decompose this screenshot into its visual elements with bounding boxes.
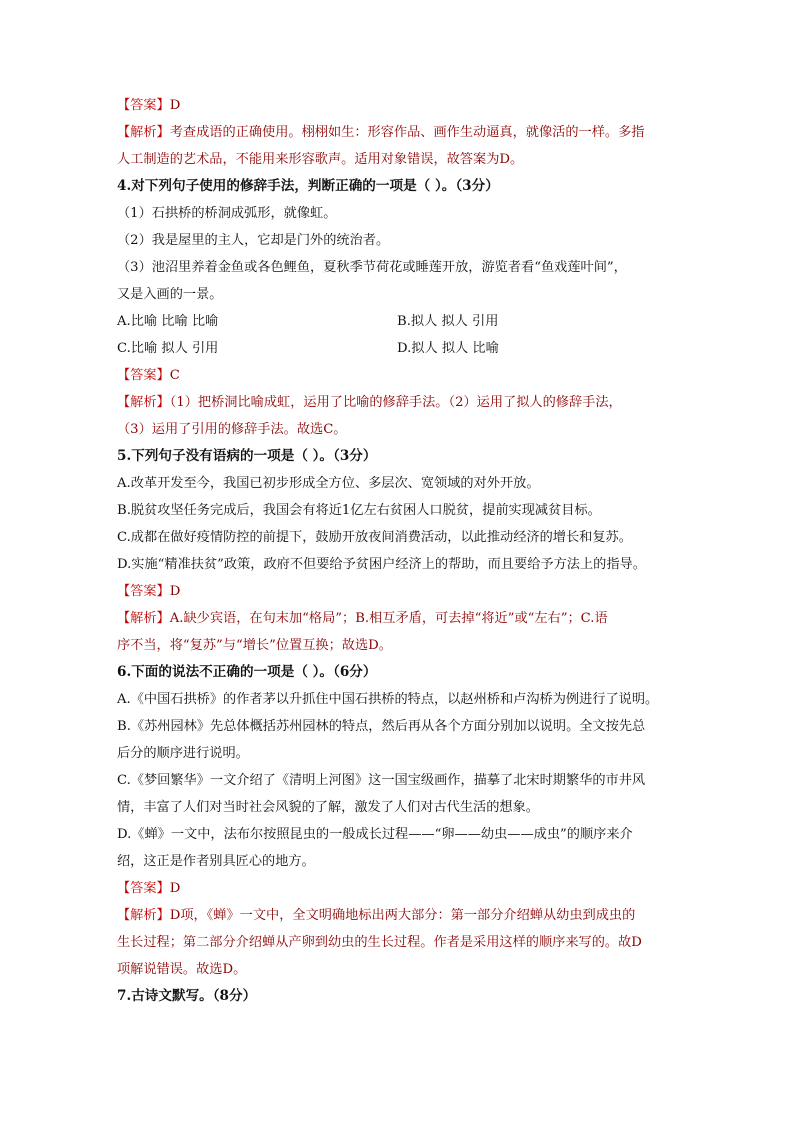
document-content — [117, 92, 687, 1010]
explanation-tag: 【解析】 — [117, 908, 170, 923]
answer-line — [117, 578, 687, 605]
explanation-text: D项，《蝉》一文中，全文明确地标出两大部分：第一部分介绍蝉从幼虫到成虫的 — [169, 908, 636, 923]
answer-tag: 【答案】 — [117, 881, 170, 896]
answer-value: D — [169, 584, 181, 599]
option-a: A.比喻 比喻 比喻 — [117, 314, 219, 329]
explanation-line — [117, 929, 687, 956]
question-5-option-b: B.脱贫攻坚任务完成后，我国会有将近1亿左右贫困人口脱贫，提前实现减贫目标。 — [117, 503, 601, 518]
explanation-line — [117, 146, 687, 173]
option-b: B.拟人 拟人 引用 — [397, 314, 499, 329]
answer-tag: 【答案】 — [117, 584, 170, 599]
question-5-option-c: C.成都在做好疫情防控的前提下，鼓励开放夜间消费活动，以此推动经济的增长和复苏。 — [117, 530, 632, 545]
explanation-text: 序不当，将“复苏”与“增长”位置互换；故选D。 — [117, 638, 392, 653]
answer-line — [117, 875, 687, 902]
question-5-title: 5.下列句子没有语病的一项是（ ）。（3分） — [117, 448, 377, 464]
question-5-option-a: A.改革开发至今，我国已初步形成全方位、多层次、宽领域的对外开放。 — [117, 476, 540, 491]
question-4-sentence-3: （3）池沼里养着金鱼或各色鲤鱼，夏秋季节荷花或睡莲开放，游览者看“鱼戏莲叶间”， — [117, 260, 627, 275]
question-6-option-a: A.《中国石拱桥》的作者茅以升抓住中国石拱桥的特点，以赵州桥和卢沟桥为例进行了说明。 — [117, 692, 659, 707]
option-d: D.拟人 拟人 比喻 — [397, 341, 499, 356]
question-6-option-c-cont: 情，丰富了人们对当时社会风貌的了解，激发了人们对古代生活的想象。 — [117, 800, 539, 815]
question-4-sentence-2: （2）我是屋里的主人，它却是门外的统治者。 — [117, 233, 390, 248]
question-4-sentence-1: （1）石拱桥的桥洞成弧形，就像虹。 — [117, 206, 337, 221]
answer-value: D — [169, 98, 181, 113]
explanation-text: （1）把桥洞比喻成虹，运用了比喻的修辞手法。（2）运用了拟人的修辞手法， — [169, 395, 622, 410]
explanation-text: 考查成语的正确使用。栩栩如生：形容作品、画作生动逼真，就像活的一样。多指 — [169, 125, 645, 140]
question-6-title: 6.下面的说法不正确的一项是（ ）。（6分） — [117, 664, 377, 680]
question-6-option-d: D.《蝉》一文中，法布尔按照昆虫的一般成长过程——“卵——幼虫——成虫”的顺序来介 — [117, 827, 633, 842]
explanation-line — [117, 956, 687, 983]
question-5-option-d: D.实施“精准扶贫”政策，政府不但要给予贫困户经济上的帮助，而且要给予方法上的指导。 — [117, 557, 646, 572]
option-c: C.比喻 拟人 引用 — [117, 341, 219, 356]
question-4-sentence-3-cont: 又是入画的一景。 — [117, 287, 223, 302]
explanation-line — [117, 389, 687, 416]
question-6-option-d-cont: 绍，这正是作者别具匠心的地方。 — [117, 854, 315, 869]
question-6-option-c: C.《梦回繁华》一文介绍了《清明上河图》这一国宝级画作，描摹了北宋时期繁华的市井风 — [117, 773, 646, 788]
answer-tag: 【答案】 — [117, 98, 170, 113]
question-4-options-row-2 — [117, 335, 687, 362]
question-6-option-b-cont: 后分的顺序进行说明。 — [117, 746, 249, 761]
explanation-text: 生长过程；第二部分介绍蝉从产卵到幼虫的生长过程。作者是采用这样的顺序来写的。故D — [117, 935, 642, 950]
answer-value: D — [169, 881, 181, 896]
explanation-line — [117, 416, 687, 443]
explanation-text: 项解说错误。故选D。 — [117, 962, 247, 977]
explanation-tag: 【解析】 — [117, 395, 170, 410]
answer-line — [117, 92, 687, 119]
answer-line — [117, 362, 687, 389]
explanation-line — [117, 119, 687, 146]
question-6-option-b: B.《苏州园林》先总体概括苏州园林的特点，然后再从各个方面分别加以说明。全文按先总 — [117, 719, 646, 734]
answer-value: C — [169, 368, 180, 383]
explanation-tag: 【解析】 — [117, 125, 170, 140]
answer-tag: 【答案】 — [117, 368, 170, 383]
question-7-title: 7.古诗文默写。（8分） — [117, 988, 257, 1004]
explanation-text: 人工制造的艺术品，不能用来形容歌声。适用对象错误，故答案为D。 — [117, 152, 524, 167]
explanation-text: A.缺少宾语，在句末加“格局”；B.相互矛盾，可去掉“将近”或“左右”；C.语 — [169, 611, 608, 626]
explanation-text: （3）运用了引用的修辞手法。故选C。 — [117, 422, 347, 437]
question-4-options-row-1 — [117, 308, 687, 335]
explanation-line — [117, 605, 687, 632]
explanation-line — [117, 902, 687, 929]
explanation-line — [117, 632, 687, 659]
explanation-tag: 【解析】 — [117, 611, 170, 626]
question-4-title: 4.对下列句子使用的修辞手法，判断正确的一项是（ ）。（3分） — [117, 178, 499, 194]
